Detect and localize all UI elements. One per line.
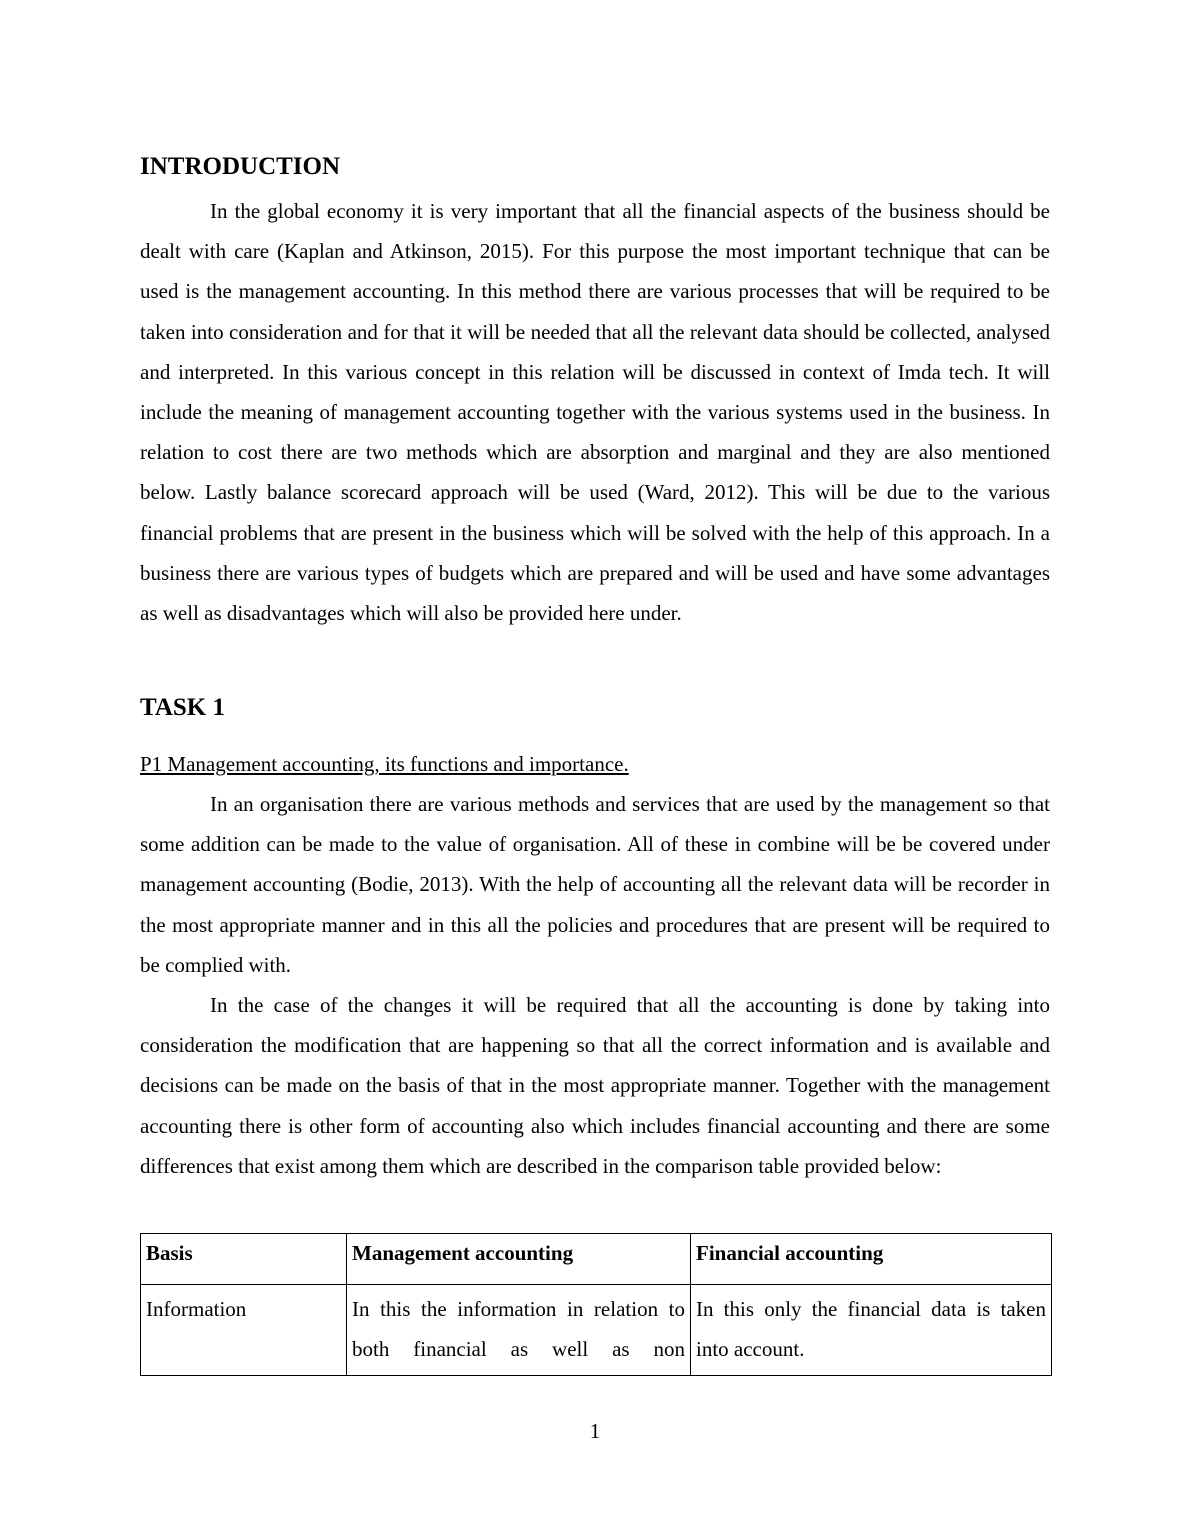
header-management-accounting: Management accounting bbox=[347, 1234, 691, 1285]
intro-heading: INTRODUCTION bbox=[140, 153, 341, 180]
task1-paragraph-1: In an organisation there are various methods and services that are used by the management so that some addition can be made to the value of organisation. All of these in combine will be be covered under management accounting (Bodie, 2013). With the help of accounting all the relevant data will be recorder in the most appropriate manner and in this all the policies and procedures that are present will be required to be complied with. bbox=[140, 792, 1050, 977]
task1-subheading: P1 Management accounting, its functions and importance. bbox=[140, 752, 629, 776]
cell-financial bbox=[691, 1285, 1052, 1376]
intro-paragraph: In the global economy it is very important that all the financial aspects of the business should be dealt with care (Kaplan and Atkinson, 2015). For this purpose the most important technique that can be used is the management accounting. In this method there are various processes that will be required to be taken into consideration and for that it will be needed that all the relevant data should be collected, analysed and interpreted. In this various concept in this relation will be discussed in context of Imda tech. It will include the meaning of management accounting together with the various systems used in the business. In relation to cost there are two methods which are absorption and marginal and they are also mentioned below. Lastly balance scorecard approach will be used (Ward, 2012). This will be due to the various financial problems that are present in the business which will be solved with the help of this approach. In a business there are various types of budgets which are prepared and will be used and have some advantages as well as disadvantages which will also be provided here under. bbox=[140, 199, 1050, 626]
table-header-row bbox=[141, 1234, 1052, 1285]
cell-management bbox=[347, 1285, 691, 1376]
header-basis: Basis bbox=[141, 1234, 347, 1285]
page-number: 1 bbox=[589, 1419, 601, 1443]
table-row bbox=[141, 1285, 1052, 1376]
task1-heading: TASK 1 bbox=[140, 694, 225, 721]
cell-financial-text: In this only the financial data is taken into account. bbox=[696, 1297, 1046, 1361]
cell-management-text: In this the information in relation to both financial as well as non bbox=[352, 1297, 685, 1361]
comparison-table bbox=[140, 1233, 1052, 1376]
header-financial-accounting: Financial accounting bbox=[691, 1234, 1052, 1285]
task1-paragraph-2: In the case of the changes it will be required that all the accounting is done by taking into consideration the modification that are happening so that all the correct information and is available and decisions can be made on the basis of that in the most appropriate manner. Together with the management accounting there is other form of accounting also which includes financial accounting and there are some differences that exist among them which are described in the comparison table provided below: bbox=[140, 993, 1050, 1178]
cell-basis-text: Information bbox=[146, 1297, 247, 1321]
cell-basis bbox=[141, 1285, 347, 1376]
